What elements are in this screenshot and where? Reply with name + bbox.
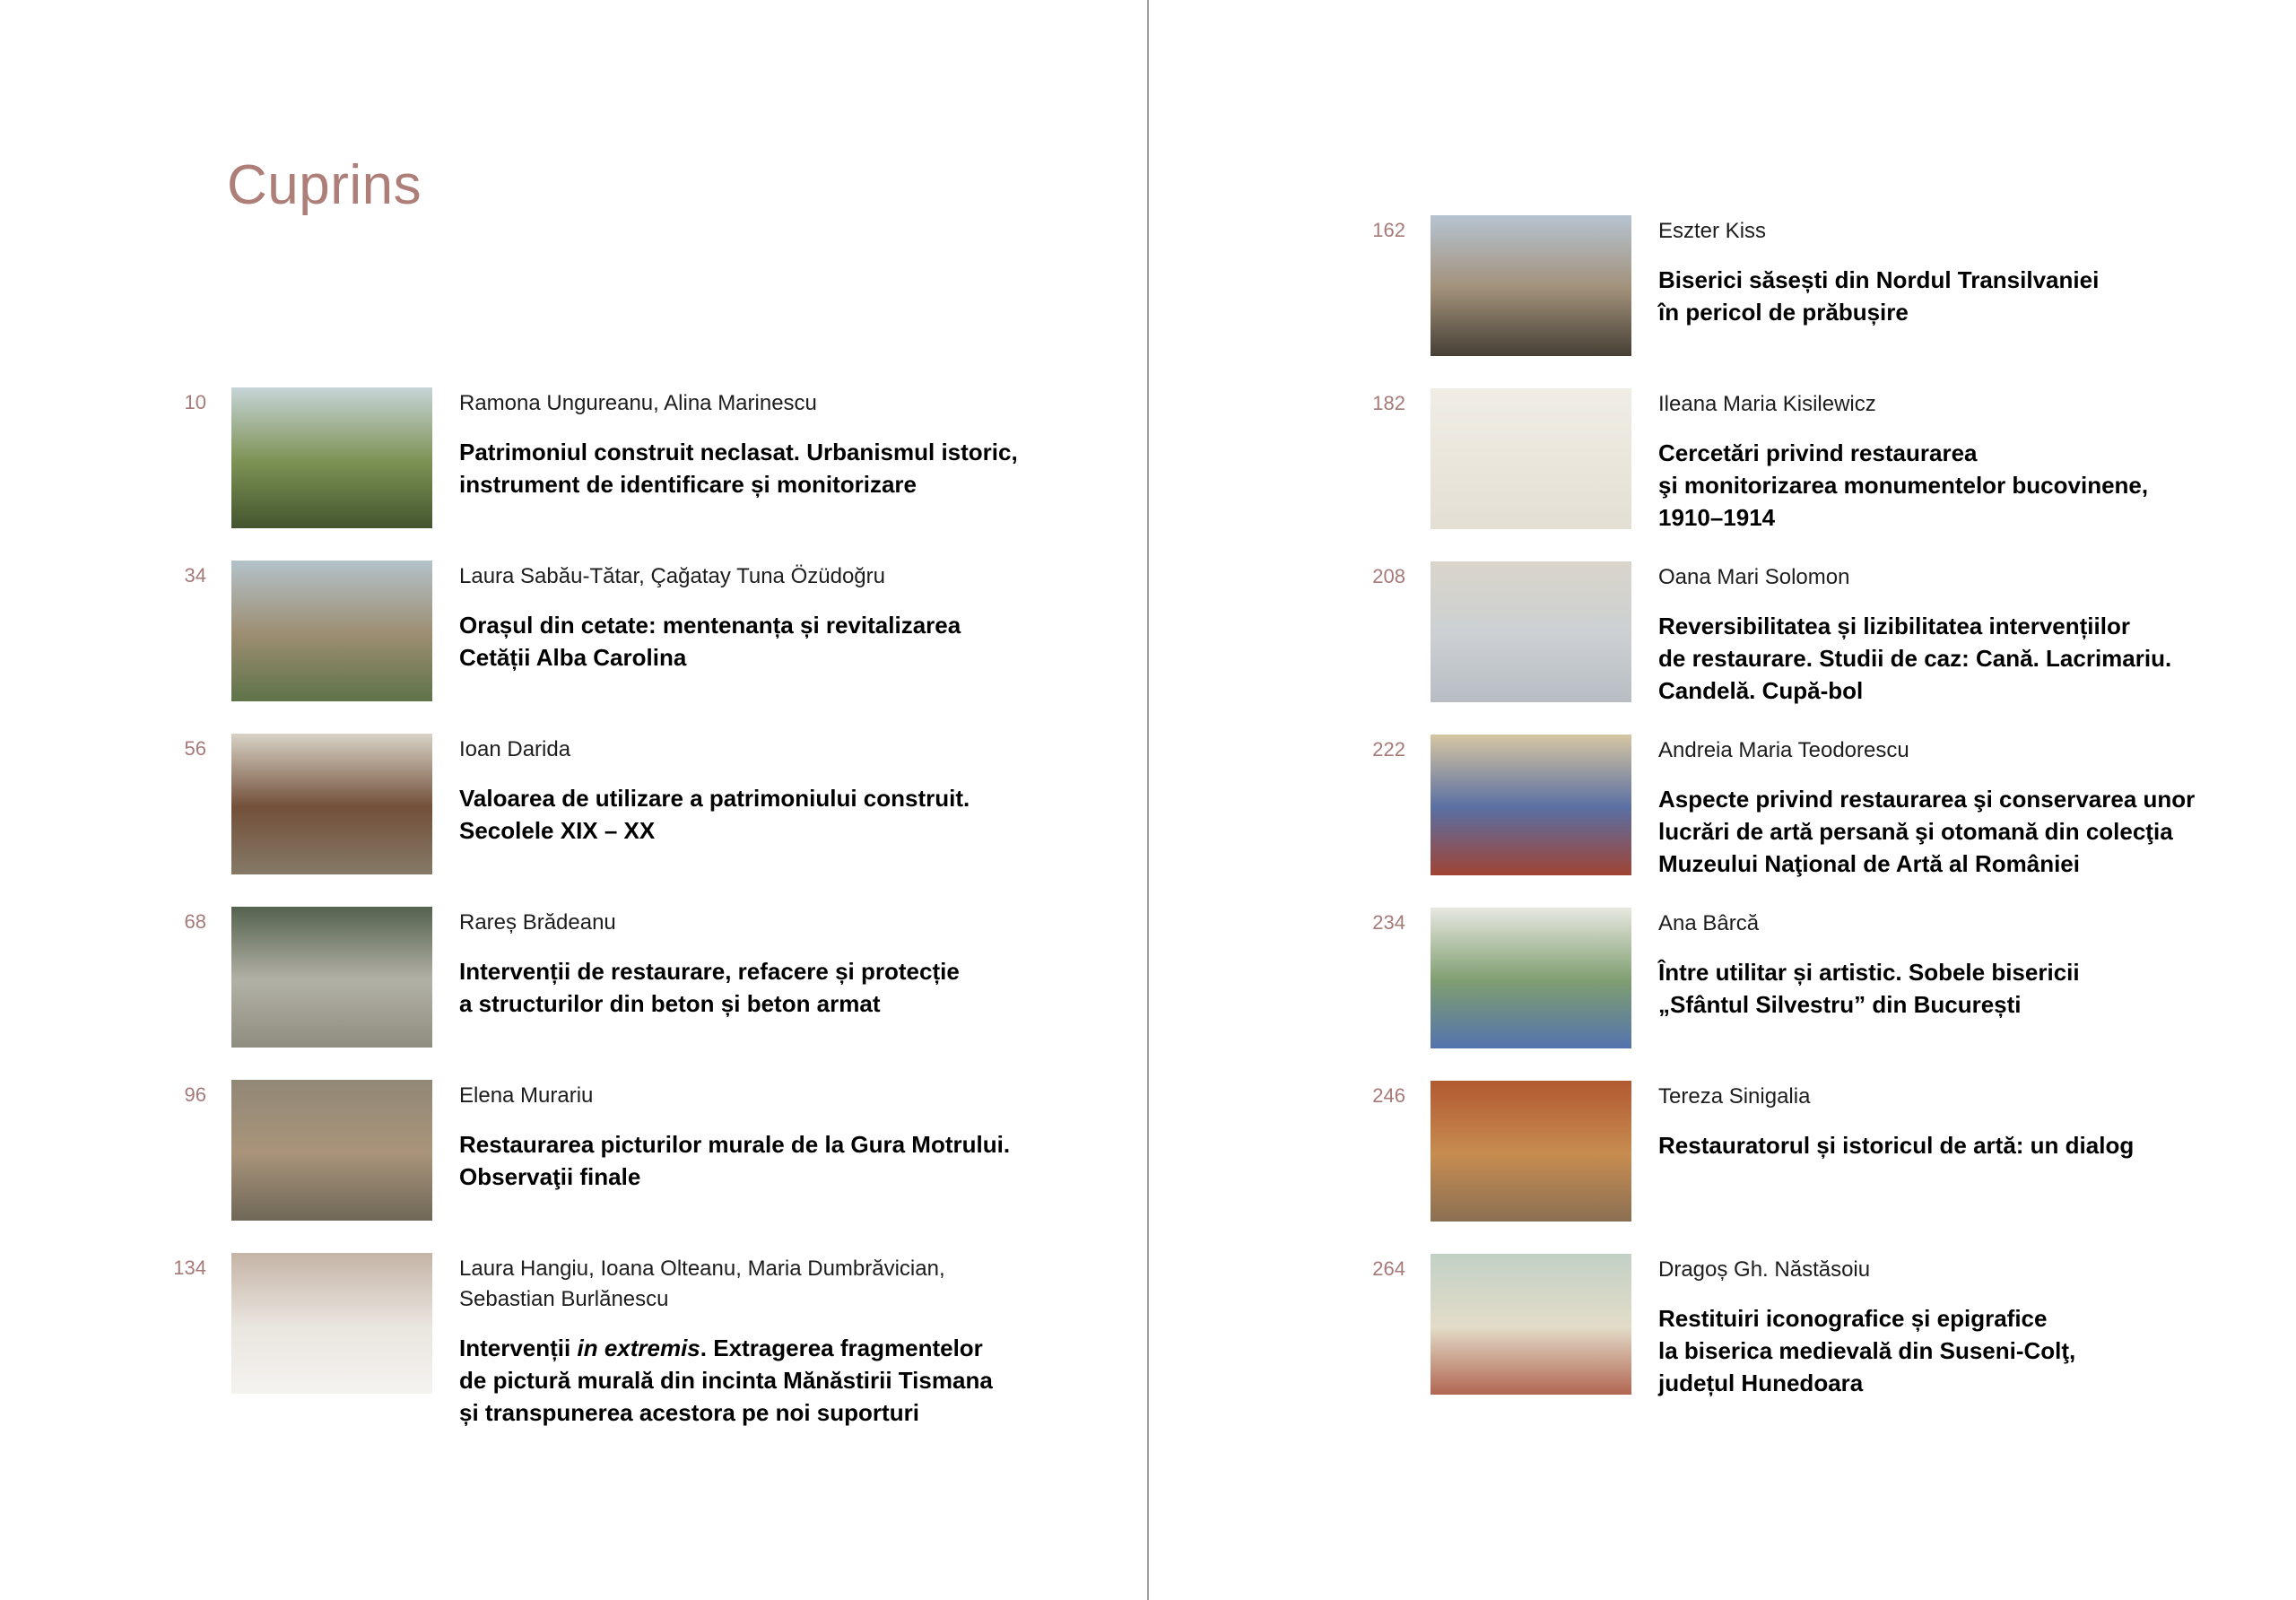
entry-authors: Laura Sabău-Tătar, Çağatay Tuna Özüdoğru bbox=[459, 564, 885, 588]
entry-text bbox=[1658, 561, 2225, 707]
entry-page-number: 222 bbox=[1372, 738, 1405, 761]
entry-text bbox=[1658, 388, 2225, 534]
entry-title: Restaurarea picturilor murale de la Gura Motrului. Observaţii finale bbox=[459, 1131, 1011, 1190]
toc-left-column bbox=[108, 387, 1058, 1426]
entry-text bbox=[1658, 1081, 2225, 1161]
toc-entry bbox=[108, 561, 1058, 734]
entry-page-number: 96 bbox=[184, 1083, 206, 1106]
entry-authors: Ioan Darida bbox=[459, 737, 571, 761]
entry-title: Cercetări privind restaurarea şi monitorizarea monumentelor bucovinene, 1910–1914 bbox=[1658, 439, 2149, 531]
entry-page-number: 134 bbox=[173, 1257, 206, 1279]
thumbnail-medieval-fresco-scene bbox=[1431, 1254, 1631, 1395]
entry-authors: Ana Bârcă bbox=[1658, 911, 1760, 935]
entry-page-number: 34 bbox=[184, 564, 206, 587]
thumbnail-glass-vessel bbox=[1431, 561, 1631, 702]
entry-text bbox=[459, 1080, 1058, 1193]
thumbnail-mural-face-fragment bbox=[231, 1080, 432, 1221]
thumbnail-persian-manuscript bbox=[1431, 735, 1631, 875]
entry-authors: Oana Mari Solomon bbox=[1658, 565, 1850, 589]
thumbnail-historic-map bbox=[1431, 388, 1631, 529]
page-divider bbox=[1147, 0, 1149, 1600]
thumbnail-concrete-wall bbox=[231, 907, 432, 1048]
entry-page-number: 234 bbox=[1372, 911, 1405, 934]
thumbnail-painted-stove-tiles bbox=[1431, 908, 1631, 1048]
entry-title: Patrimoniul construit neclasat. Urbanismul istoric, instrument de identificare și monitorizare bbox=[459, 439, 1018, 498]
toc-entry bbox=[1307, 215, 2225, 388]
entry-authors: Laura Hangiu, Ioana Olteanu, Maria Dumbrăvician, Sebastian Burlănescu bbox=[459, 1257, 945, 1311]
thumbnail-fortified-church-hill bbox=[231, 387, 432, 528]
entry-title: Orașul din cetate: mentenanța și revitalizarea Cetății Alba Carolina bbox=[459, 612, 961, 671]
entry-authors: Ramona Ungureanu, Alina Marinescu bbox=[459, 391, 817, 415]
entry-authors: Tereza Sinigalia bbox=[1658, 1084, 1811, 1109]
thumbnail-interior-woodwork bbox=[231, 734, 432, 874]
entry-text bbox=[1658, 1254, 2225, 1399]
toc-entry bbox=[108, 1080, 1058, 1253]
entry-title: Intervenții de restaurare, refacere și protecție a structurilor din beton și beton armat bbox=[459, 958, 960, 1017]
toc-entry bbox=[108, 907, 1058, 1080]
entry-authors: Eszter Kiss bbox=[1658, 219, 1767, 243]
entry-page-number: 264 bbox=[1372, 1257, 1405, 1280]
page-title: Cuprins bbox=[227, 153, 422, 216]
thumbnail-mural-fragments-wall bbox=[231, 1253, 432, 1394]
entry-page-number: 162 bbox=[1372, 219, 1405, 241]
entry-text bbox=[459, 734, 1058, 847]
toc-right-column bbox=[1307, 215, 2225, 1427]
entry-authors: Ileana Maria Kisilewicz bbox=[1658, 392, 1876, 416]
entry-page-number: 56 bbox=[184, 737, 206, 760]
toc-entry bbox=[1307, 1081, 2225, 1254]
entry-page-number: 68 bbox=[184, 910, 206, 933]
entry-title: Restauratorul și istoricul de artă: un dialog bbox=[1658, 1132, 2135, 1159]
entry-title: Între utilitar și artistic. Sobele bisericii „Sfântul Silvestru” din București bbox=[1658, 959, 2080, 1018]
toc-entry bbox=[1307, 908, 2225, 1081]
entry-page-number: 182 bbox=[1372, 392, 1405, 414]
entry-text bbox=[459, 907, 1058, 1020]
entry-title: Restituiri iconografice și epigrafice la biserica medievală din Suseni-Colţ, județul Hunedoara bbox=[1658, 1305, 2076, 1396]
toc-entry bbox=[1307, 1254, 2225, 1427]
entry-title: Valoarea de utilizare a patrimoniului construit. Secolele XIX – XX bbox=[459, 785, 970, 844]
toc-entry bbox=[108, 1253, 1058, 1426]
entry-authors: Rareș Brădeanu bbox=[459, 910, 616, 935]
entry-text bbox=[459, 1253, 1058, 1429]
entry-title: Reversibilitatea și lizibilitatea intervențiilor de restaurare. Studii de caz: Cană. Lacrimariu. Candelă. Cupă-bol bbox=[1658, 613, 2172, 704]
entry-text bbox=[459, 387, 1058, 500]
thumbnail-fresco-faces bbox=[1431, 1081, 1631, 1222]
thumbnail-church-ruin-scaffolding bbox=[1431, 215, 1631, 356]
entry-title: Biserici săsești din Nordul Transilvaniei în pericol de prăbușire bbox=[1658, 266, 2100, 326]
entry-text bbox=[459, 561, 1058, 674]
entry-authors: Dragoș Gh. Năstăsoiu bbox=[1658, 1257, 1871, 1282]
thumbnail-alba-carolina-aerial bbox=[231, 561, 432, 701]
entry-page-number: 10 bbox=[184, 391, 206, 413]
toc-entry bbox=[1307, 561, 2225, 735]
entry-text bbox=[1658, 908, 2225, 1021]
entry-title: Intervenții in extremis. Extragerea fragmentelor de pictură murală din incinta Mănăstirii Tismana și transpunerea acestora pe noi suporturi bbox=[459, 1335, 993, 1426]
toc-entry bbox=[1307, 388, 2225, 561]
entry-text bbox=[1658, 735, 2225, 880]
entry-text bbox=[1658, 215, 2225, 328]
toc-entry bbox=[108, 387, 1058, 561]
toc-entry bbox=[1307, 735, 2225, 908]
entry-authors: Andreia Maria Teodorescu bbox=[1658, 738, 1909, 762]
entry-title: Aspecte privind restaurarea şi conservarea unor lucrări de artă persană şi otomană din colecţia Muzeului Naţional de Artă al României bbox=[1658, 786, 2196, 877]
entry-page-number: 208 bbox=[1372, 565, 1405, 587]
entry-page-number: 246 bbox=[1372, 1084, 1405, 1107]
entry-authors: Elena Murariu bbox=[459, 1083, 594, 1108]
toc-entry bbox=[108, 734, 1058, 907]
